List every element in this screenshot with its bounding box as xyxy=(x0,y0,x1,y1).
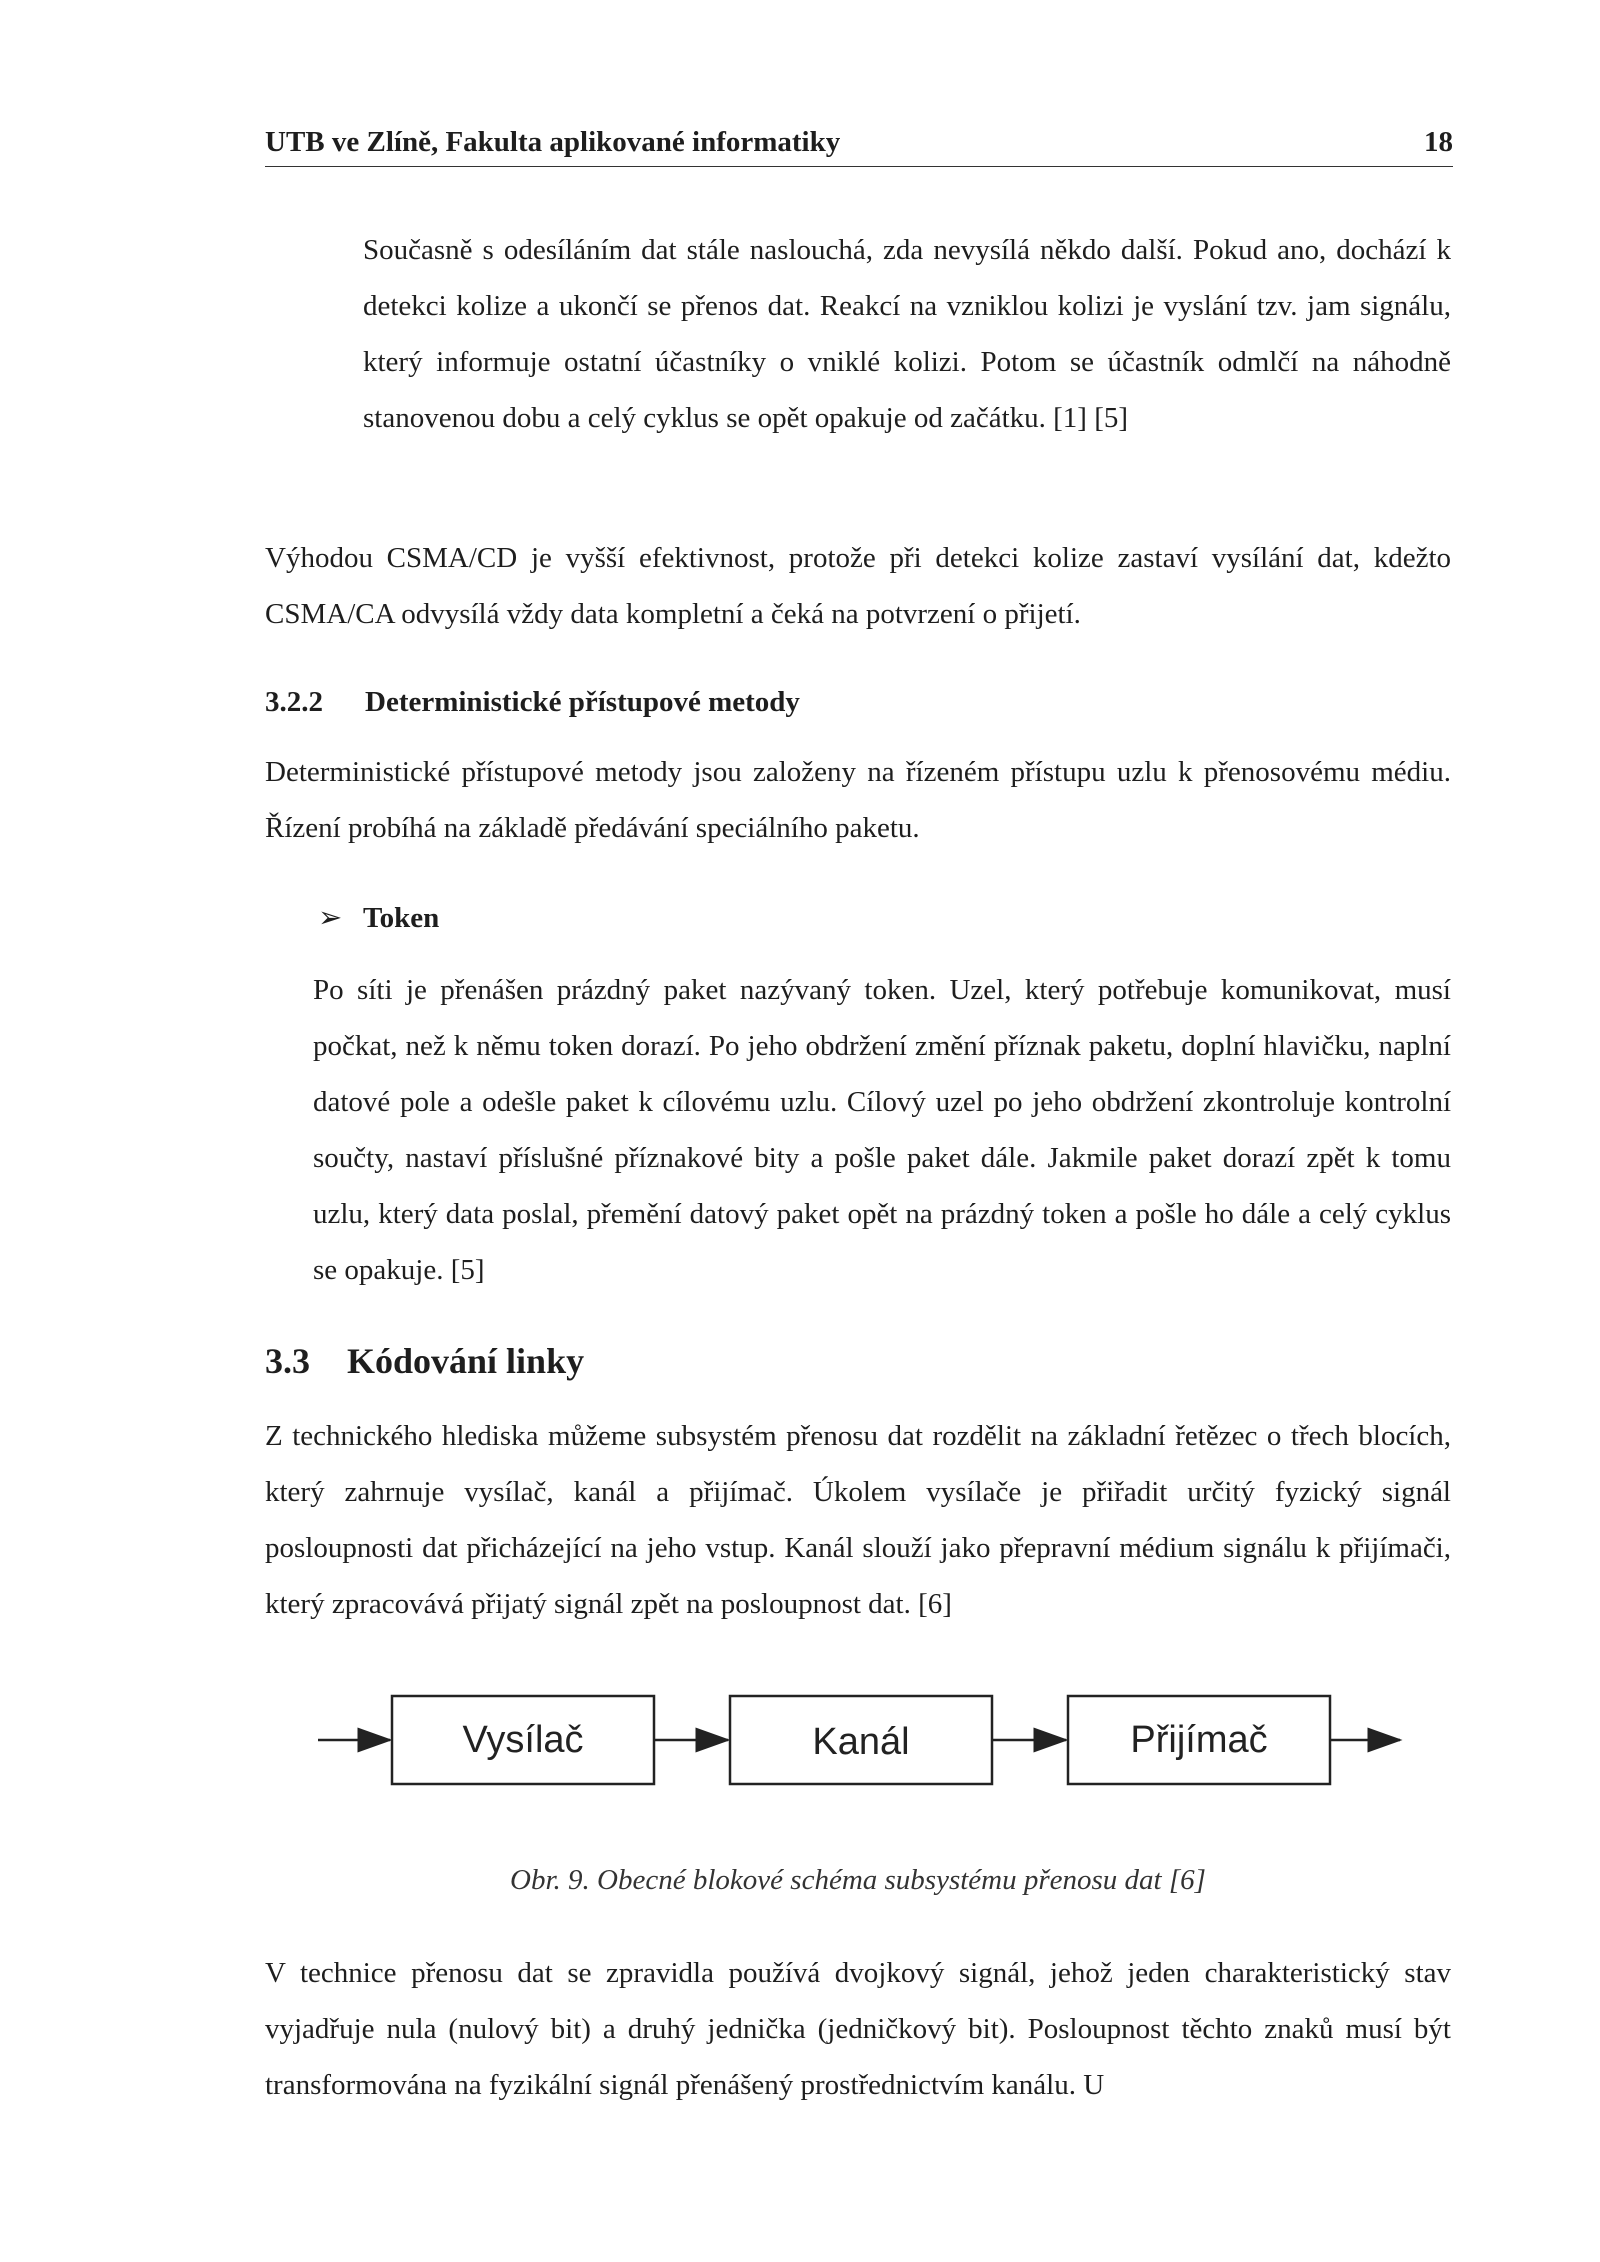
block-diagram-svg xyxy=(300,1680,1420,1800)
section-number: 3.2.2 xyxy=(265,686,323,718)
paragraph-line-coding: Z technického hlediska můžeme subsystém přenosu dat rozdělit na základní řetězec o třech blocích, který zahrnuje vysílač, kanál a přijímač. Úkolem vysílače je přiřadit určitý fyzický signál posloupnosti dat přicházející na jeho vstup. Kanál slouží jako přepravní médium signálu k přijímači, který zpracovává přijatý signál zpět na posloupnost dat. [6] xyxy=(265,1420,1451,1620)
page-header xyxy=(265,118,1453,167)
block-label-channel: Kanál xyxy=(812,1721,910,1763)
paragraph-csma-cd-continuation: Současně s odesíláním dat stále naslouchá, zda nevysílá někdo další. Pokud ano, dochází k detekci kolize a ukončí se přenos dat. Reakcí na vzniklou kolizi je vyslání tzv. jam signálu, který informuje ostatní účastníky o vniklé kolizi. Potom se účastník odmlčí na náhodně stanovenou dobu a celý cyklus se opět opakuje od začátku. [1] [5] xyxy=(363,234,1451,434)
arrow-bullet-icon: ➢ xyxy=(318,902,343,934)
block-diagram xyxy=(300,1680,1420,1805)
section-heading-3-2-2 xyxy=(265,682,800,722)
figure-caption: Obr. 9. Obecné blokové schéma subsystému přenosu dat [6] xyxy=(510,1864,1206,1896)
section-title: Deterministické přístupové metody xyxy=(365,686,800,718)
page-number: 18 xyxy=(1424,126,1453,158)
bullet-title: Token xyxy=(363,902,440,934)
paragraph-binary-signal: V technice přenosu dat se zpravidla používá dvojkový signál, jehož jeden charakteristický stav vyjadřuje nula (nulový bit) a druhý jednička (jedničkový bit). Posloupnost těchto znaků musí být transformována na fyzikální signál přenášený prostřednictvím kanálu. U xyxy=(265,1957,1451,2101)
paragraph-token: Po síti je přenášen prázdný paket nazývaný token. Uzel, který potřebuje komunikovat, musí počkat, než k němu token dorazí. Po jeho obdržení změní příznak paketu, doplní hlavičku, naplní datové pole a odešle paket k cílovému uzlu. Cílový uzel po jeho obdržení zkontroluje kontrolní součty, nastaví příslušné příznakové bity a pošle paket dále. Jakmile paket dorazí zpět k tomu uzlu, který data poslal, přemění datový paket opět na prázdný token a pošle ho dále a celý cyklus se opakuje. [5] xyxy=(313,974,1451,1286)
block-label-transmitter: Vysílač xyxy=(462,1719,584,1761)
paragraph-csma-comparison: Výhodou CSMA/CD je vyšší efektivnost, protože při detekci kolize zastaví vysílání dat, kdežto CSMA/CA odvysílá vždy data kompletní a čeká na potvrzení o přijetí. xyxy=(265,542,1451,630)
section-heading-3-3 xyxy=(265,1337,584,1385)
bullet-heading-token xyxy=(318,898,439,938)
section-title: Kódování linky xyxy=(347,1341,585,1381)
paragraph-deterministic-methods: Deterministické přístupové metody jsou založeny na řízeném přístupu uzlu k přenosovému médiu. Řízení probíhá na základě předávání speciálního paketu. xyxy=(265,756,1451,844)
section-number: 3.3 xyxy=(265,1341,310,1381)
header-title: UTB ve Zlíně, Fakulta aplikované informatiky xyxy=(265,126,841,158)
block-label-receiver: Přijímač xyxy=(1130,1719,1268,1761)
